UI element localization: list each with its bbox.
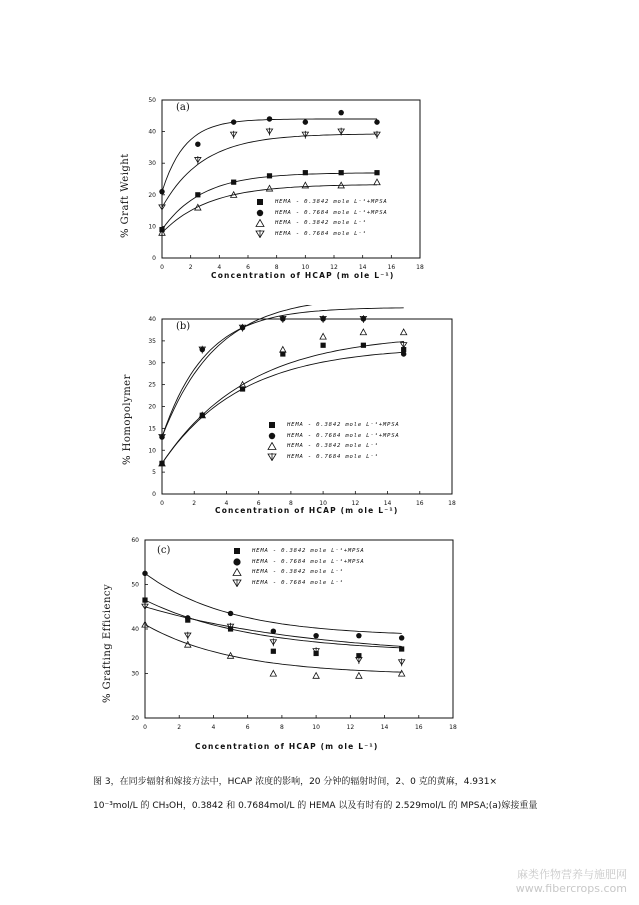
- triangle-marker: [266, 185, 272, 191]
- x-tick-label: 2: [192, 500, 197, 507]
- y-tick-label: 40: [148, 316, 156, 323]
- y-tick-label: 10: [148, 447, 156, 455]
- star-marker-icon: [265, 453, 279, 461]
- chart-a-xlabel: Concentration of HCAP (m ole L⁻¹): [211, 271, 395, 280]
- legend-item: [230, 557, 365, 568]
- x-tick-label: 4: [211, 724, 216, 731]
- chart-c-legend: [230, 546, 365, 588]
- chart-b-panel-label: (b): [176, 321, 191, 332]
- legend-label: HEMA - 0.7684 mole L⁻¹+MPSA: [287, 432, 400, 439]
- square-marker-icon: [230, 547, 244, 555]
- circle-marker-icon: [253, 209, 267, 217]
- circle-marker: [313, 633, 318, 638]
- legend-label: HEMA - 0.3842 mole L⁻¹+MPSA: [287, 422, 400, 428]
- legend-item: [253, 208, 388, 219]
- square-marker: [267, 173, 272, 178]
- chart-b-legend: [265, 420, 400, 462]
- x-tick-label: 14: [383, 500, 392, 507]
- legend-item: [265, 431, 400, 442]
- y-tick-label: 40: [131, 626, 139, 633]
- chart-a-plot: [0, 80, 639, 295]
- x-tick-label: 14: [380, 724, 389, 731]
- watermark-line-2: www.fibercrops.com: [515, 882, 627, 895]
- circle-marker: [195, 142, 200, 147]
- chart-a: [0, 80, 639, 295]
- chart-a-ylabel: % Graft Weight: [120, 153, 131, 238]
- circle-marker: [142, 571, 147, 576]
- square-marker: [374, 170, 379, 175]
- x-tick-label: 4: [217, 264, 222, 271]
- legend-label: HEMA - 0.7684 mole L⁻¹+MPSA: [275, 209, 388, 216]
- x-tick-label: 16: [387, 264, 396, 271]
- circle-marker-icon: [230, 558, 244, 566]
- series-points: [142, 603, 405, 666]
- star-marker: [356, 656, 362, 664]
- x-tick-label: 4: [224, 500, 229, 507]
- triangle-marker: [360, 329, 366, 335]
- chart-c-panel-label: (c): [157, 545, 171, 556]
- star-marker: [374, 131, 380, 139]
- square-marker-icon: [253, 198, 267, 206]
- square-marker-icon: [265, 421, 279, 429]
- chart-b-xlabel: Concentration of HCAP (m ole L⁻¹): [215, 506, 399, 515]
- star-marker: [142, 603, 148, 611]
- legend-item: [230, 567, 365, 578]
- legend-item: [253, 229, 388, 240]
- x-tick-label: 16: [415, 500, 424, 507]
- square-marker: [142, 597, 147, 602]
- x-tick-label: 12: [346, 724, 355, 731]
- square-marker: [195, 192, 200, 197]
- star-marker: [302, 131, 308, 139]
- x-tick-label: 16: [414, 724, 423, 731]
- y-tick-label: 50: [131, 581, 139, 589]
- y-tick-label: 20: [131, 715, 139, 722]
- x-tick-label: 6: [256, 500, 261, 507]
- x-tick-label: 12: [330, 264, 338, 271]
- caption-line-2: 10⁻³mol/L 的 CH₃OH，0.3842 和 0.7684mol/L 的 HEMA 以及有时有的 2.529mol/L 的 MPSA;(a)嫁接重量: [93, 801, 538, 811]
- triangle-marker: [280, 347, 286, 353]
- triangle-marker: [401, 329, 407, 335]
- square-marker: [361, 343, 366, 348]
- legend-item: [230, 546, 365, 557]
- y-tick-label: 25: [148, 381, 156, 389]
- star-marker-icon: [253, 230, 267, 238]
- watermark-line-1: 麻类作物营养与施肥网: [517, 868, 627, 881]
- circle-marker: [159, 189, 164, 194]
- y-tick-label: 35: [148, 337, 156, 345]
- circle-marker: [231, 119, 236, 124]
- legend-label: HEMA - 0.7684 mole L⁻¹: [275, 230, 367, 237]
- legend-item: [253, 218, 388, 229]
- square-marker: [399, 646, 404, 651]
- x-tick-label: 0: [160, 264, 164, 271]
- star-marker: [231, 131, 237, 139]
- series-points: [142, 597, 404, 658]
- y-tick-label: 0: [152, 255, 156, 262]
- triangle-marker-icon: [265, 442, 279, 450]
- legend-item: [265, 420, 400, 431]
- circle-marker: [399, 635, 404, 640]
- star-marker: [270, 638, 276, 646]
- y-tick-label: 20: [148, 191, 156, 199]
- legend-item: [230, 578, 365, 589]
- circle-marker: [228, 611, 233, 616]
- legend-item: [265, 452, 400, 463]
- x-tick-label: 2: [177, 724, 182, 731]
- legend-label: HEMA - 0.7684 mole L⁻¹: [252, 579, 344, 586]
- series-points: [159, 110, 379, 194]
- watermark: [516, 868, 627, 896]
- triangle-marker: [356, 673, 362, 679]
- chart-c: [0, 525, 639, 760]
- star-marker: [266, 128, 272, 136]
- legend-label: HEMA - 0.3842 mole L⁻¹+MPSA: [275, 199, 388, 205]
- y-tick-label: 10: [148, 223, 156, 231]
- y-tick-label: 50: [148, 97, 156, 104]
- square-marker: [231, 180, 236, 185]
- circle-marker: [374, 119, 379, 124]
- legend-label: HEMA - 0.3842 mole L⁻¹+MPSA: [252, 548, 365, 554]
- chart-b: [0, 305, 639, 530]
- x-tick-label: 0: [160, 500, 164, 507]
- y-tick-label: 0: [152, 491, 156, 498]
- figure-caption: [93, 770, 573, 818]
- y-tick-label: 40: [148, 128, 156, 136]
- circle-marker: [401, 351, 406, 356]
- circle-marker: [267, 116, 272, 121]
- square-marker: [303, 170, 308, 175]
- chart-a-panel-label: (a): [176, 102, 190, 113]
- y-tick-label: 30: [131, 670, 139, 678]
- triangle-marker: [313, 673, 319, 679]
- x-tick-label: 18: [448, 500, 456, 507]
- chart-c-ylabel: % Grafting Efficiency: [102, 583, 113, 703]
- square-marker: [339, 170, 344, 175]
- circle-marker: [338, 110, 343, 115]
- y-tick-label: 5: [152, 469, 156, 477]
- plot-frame: [162, 319, 452, 494]
- caption-line-1: 图 3，在同步辐射和嫁接方法中，HCAP 浓度的影响，20 分钟的辐射时间，2、0 克的黄麻，4.931×: [93, 777, 498, 787]
- triangle-marker: [320, 333, 326, 339]
- x-tick-label: 14: [358, 264, 367, 271]
- star-marker: [185, 632, 191, 640]
- star-marker-icon: [230, 579, 244, 587]
- y-tick-label: 30: [148, 160, 156, 168]
- chart-b-plot: [0, 305, 639, 530]
- star-marker: [399, 658, 405, 666]
- chart-a-legend: [253, 197, 388, 239]
- x-tick-label: 6: [245, 724, 250, 731]
- fit-curve: [162, 305, 404, 437]
- x-tick-label: 2: [188, 264, 193, 271]
- legend-label: HEMA - 0.7684 mole L⁻¹+MPSA: [252, 558, 365, 565]
- x-tick-label: 10: [301, 264, 310, 271]
- legend-item: [265, 441, 400, 452]
- x-tick-label: 8: [288, 500, 293, 507]
- legend-label: HEMA - 0.7684 mole L⁻¹: [287, 453, 379, 460]
- circle-marker-icon: [265, 432, 279, 440]
- triangle-marker: [399, 670, 405, 676]
- star-marker: [159, 204, 165, 212]
- y-tick-label: 60: [131, 537, 139, 544]
- legend-label: HEMA - 0.3842 mole L⁻¹: [252, 569, 344, 575]
- triangle-marker-icon: [230, 568, 244, 576]
- circle-marker: [303, 119, 308, 124]
- x-tick-label: 8: [279, 724, 284, 731]
- x-tick-label: 12: [351, 500, 360, 507]
- circle-marker: [356, 633, 361, 638]
- x-tick-label: 8: [274, 264, 279, 271]
- x-tick-label: 6: [246, 264, 250, 271]
- x-tick-label: 0: [143, 724, 147, 731]
- triangle-marker: [270, 670, 276, 676]
- legend-label: HEMA - 0.3842 mole L⁻¹: [275, 220, 367, 226]
- square-marker: [271, 649, 276, 654]
- x-tick-label: 18: [416, 264, 424, 271]
- legend-item: [253, 197, 388, 208]
- triangle-marker-icon: [253, 219, 267, 227]
- y-tick-label: 30: [148, 359, 156, 367]
- x-tick-label: 18: [449, 724, 457, 731]
- y-tick-label: 20: [148, 403, 156, 411]
- legend-label: HEMA - 0.3842 mole L⁻¹: [287, 443, 379, 449]
- x-tick-label: 10: [312, 724, 320, 731]
- chart-c-xlabel: Concentration of HCAP (m ole L⁻¹): [195, 742, 379, 751]
- triangle-marker: [374, 179, 380, 185]
- chart-b-ylabel: % Homopolymer: [122, 374, 133, 465]
- square-marker: [321, 343, 326, 348]
- x-tick-label: 10: [319, 500, 327, 507]
- y-tick-label: 15: [148, 425, 156, 433]
